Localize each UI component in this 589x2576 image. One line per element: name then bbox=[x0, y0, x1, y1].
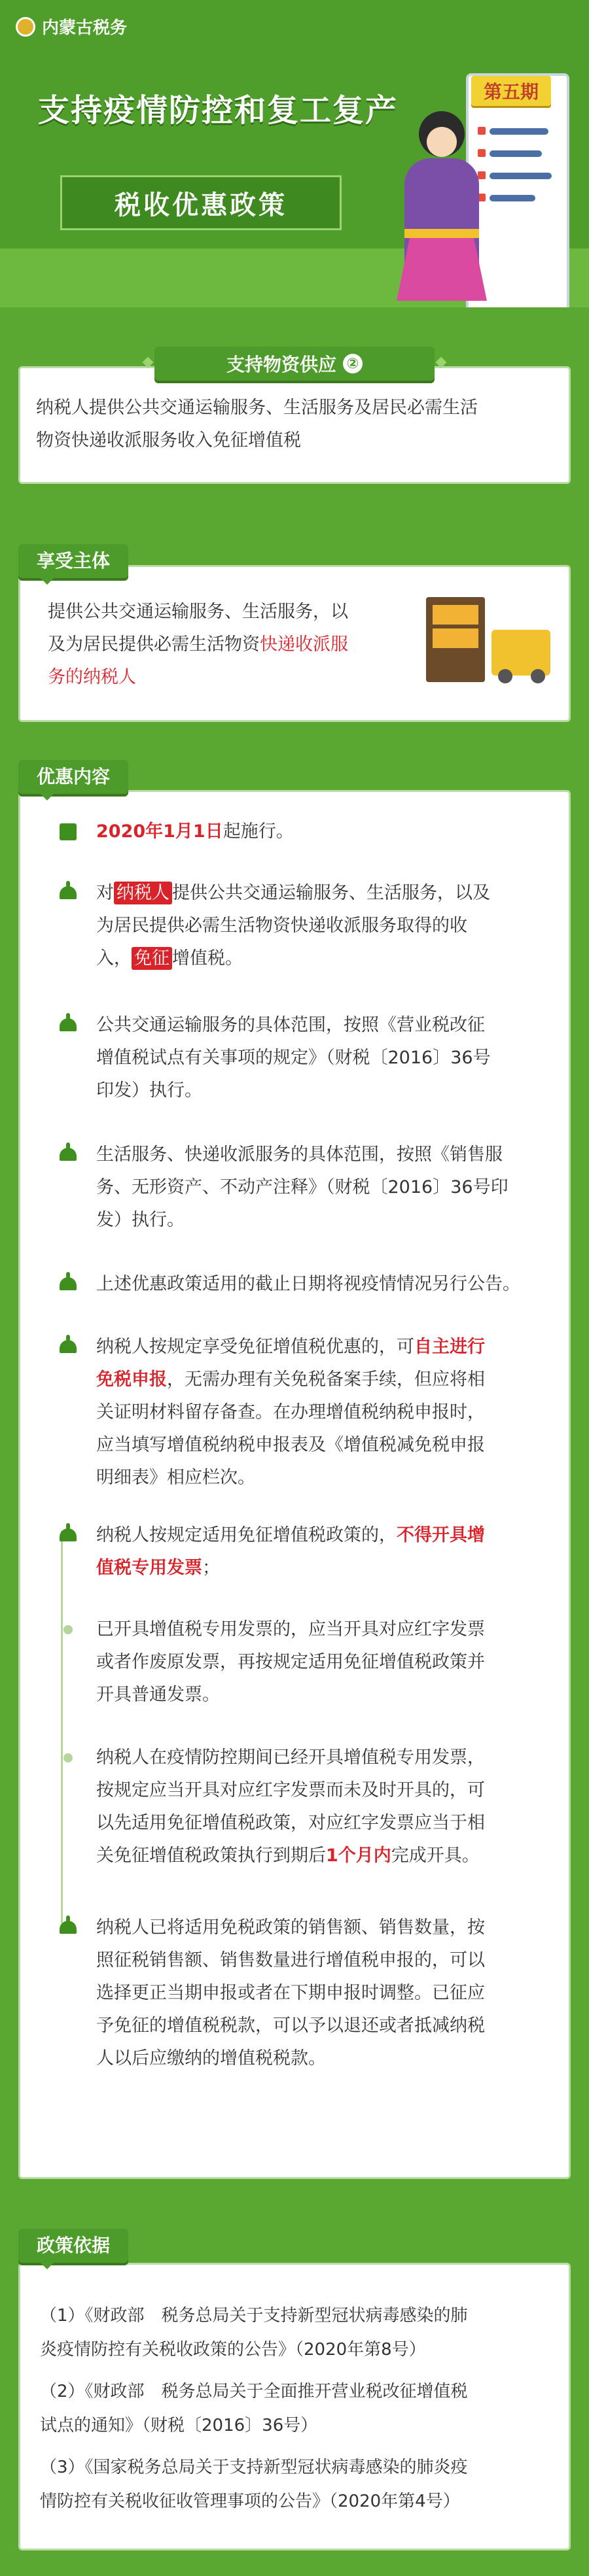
intro-text: 纳税人提供公共交通运输服务、生活服务及居民必需生活 物资快递收派服务收入免征增值税 bbox=[36, 398, 478, 451]
basis-item: （2）《财政部 税务总局关于全面推开营业税改征增值税 试点的通知》（财税〔2016〕36号） bbox=[40, 2382, 468, 2435]
org-name: 内蒙古税务 bbox=[42, 18, 128, 38]
content-item-6: 纳税人按规定适用免征增值税政策的，不得开具增 值税专用发票； bbox=[60, 1519, 570, 1585]
leaf-bullet-icon bbox=[60, 1528, 77, 1541]
content-item-3: 生活服务、快递收派服务的具体范围，按照《销售服 务、无形资产、不动产注释》（财税〔2016〕36号印 发）执行。 bbox=[60, 1139, 570, 1237]
org-logo bbox=[16, 14, 127, 39]
page-title: 支持疫情防控和复工复产 bbox=[38, 92, 399, 129]
content-item-5: 纳税人按规定享受免征增值税优惠的，可自主进行 免税申报，无需办理有关免税备案手续，但应将相 关证明材料留存备查。在办理增值税纳税申报时， 应当填写增值税纳税申报表及《增值税减免税申报 明细表》相应栏次。 bbox=[60, 1331, 570, 1494]
content-item-7: 纳税人已将适用免税政策的销售额、销售数量，按 照征税销售额、销售数量进行增值税申报的，可以 选择更正当期申报或者在下期申报时调整。已征应 予免征的增值税税款，可以予以退还或者抵减纳税 人以后应缴纳的增值税税款。 bbox=[60, 1912, 570, 2075]
mongolian-figure-illustration bbox=[393, 105, 491, 307]
issue-badge: 第五期 bbox=[471, 76, 551, 106]
basis-item: （3）《国家税务总局关于支持新型冠状病毒感染的肺炎疫 情防控有关税收征收管理事项的公告》（2020年第4号） bbox=[40, 2458, 468, 2511]
courier-illustration bbox=[426, 591, 557, 689]
content-item-2: 公共交通运输服务的具体范围，按照《营业税改征 增值税试点有关事项的规定》（财税〔2016〕36号 印发）执行。 bbox=[60, 1009, 570, 1107]
calendar-icon bbox=[60, 823, 77, 840]
basis-item: （1）《财政部 税务总局关于支持新型冠状病毒感染的肺 炎疫情防控有关税收政策的公告》（2020年第8号） bbox=[40, 2306, 468, 2360]
subject-tag: 享受主体 bbox=[18, 544, 128, 578]
content-tag: 优惠内容 bbox=[18, 760, 128, 794]
sub-bullet-dot bbox=[63, 1753, 73, 1762]
subtitle-box: 税收优惠政策 bbox=[60, 175, 342, 230]
leaf-bullet-icon bbox=[60, 1340, 77, 1353]
content-subitem-2: 纳税人在疫情防控期间已经开具增值税专用发票， 按规定应当开具对应红字发票而未及时开具的，可 以先适用免征增值税政策，对应红字发票应当于相 关免征增值税政策执行到期后1个月内完成开具。 bbox=[60, 1742, 570, 1872]
intro-card bbox=[18, 366, 571, 484]
leaf-bullet-icon bbox=[60, 1277, 77, 1290]
basis-tag: 政策依据 bbox=[18, 2229, 128, 2263]
leaf-bullet-icon bbox=[60, 1018, 77, 1031]
effective-date: 2020年1月1日起施行。 bbox=[60, 816, 570, 848]
header-banner bbox=[0, 0, 589, 307]
content-item-1: 对 纳税人 提供公共交通运输服务、生活服务，以及 为居民提供必需生活物资快递收派服务取得的收 入， 免征 增值税。 bbox=[60, 877, 570, 975]
subject-text: 提供公共交通运输服务、生活服务，以 及为居民提供必需生活物资快递收派服 务的纳税人 bbox=[48, 602, 348, 687]
content-subitem-1: 已开具增值税专用发票的，应当开具对应红字发票 或者作废原发票，再按规定适用免征增值税政策并 开具普通发票。 bbox=[60, 1613, 570, 1711]
intro-tag: 支持物资供应 ② bbox=[154, 347, 435, 381]
leaf-bullet-icon bbox=[60, 1148, 77, 1161]
content-item-4: 上述优惠政策适用的截止日期将视疫情情况另行公告。 bbox=[60, 1268, 570, 1301]
tax-emblem-icon bbox=[16, 17, 35, 37]
basis-list bbox=[40, 2299, 557, 2518]
basis-card bbox=[18, 2263, 571, 2550]
leaf-bullet-icon bbox=[60, 886, 77, 899]
sub-bullet-dot bbox=[63, 1625, 73, 1634]
leaf-bullet-icon bbox=[60, 1921, 77, 1934]
content-card bbox=[18, 790, 571, 2179]
subject-card bbox=[18, 565, 571, 722]
